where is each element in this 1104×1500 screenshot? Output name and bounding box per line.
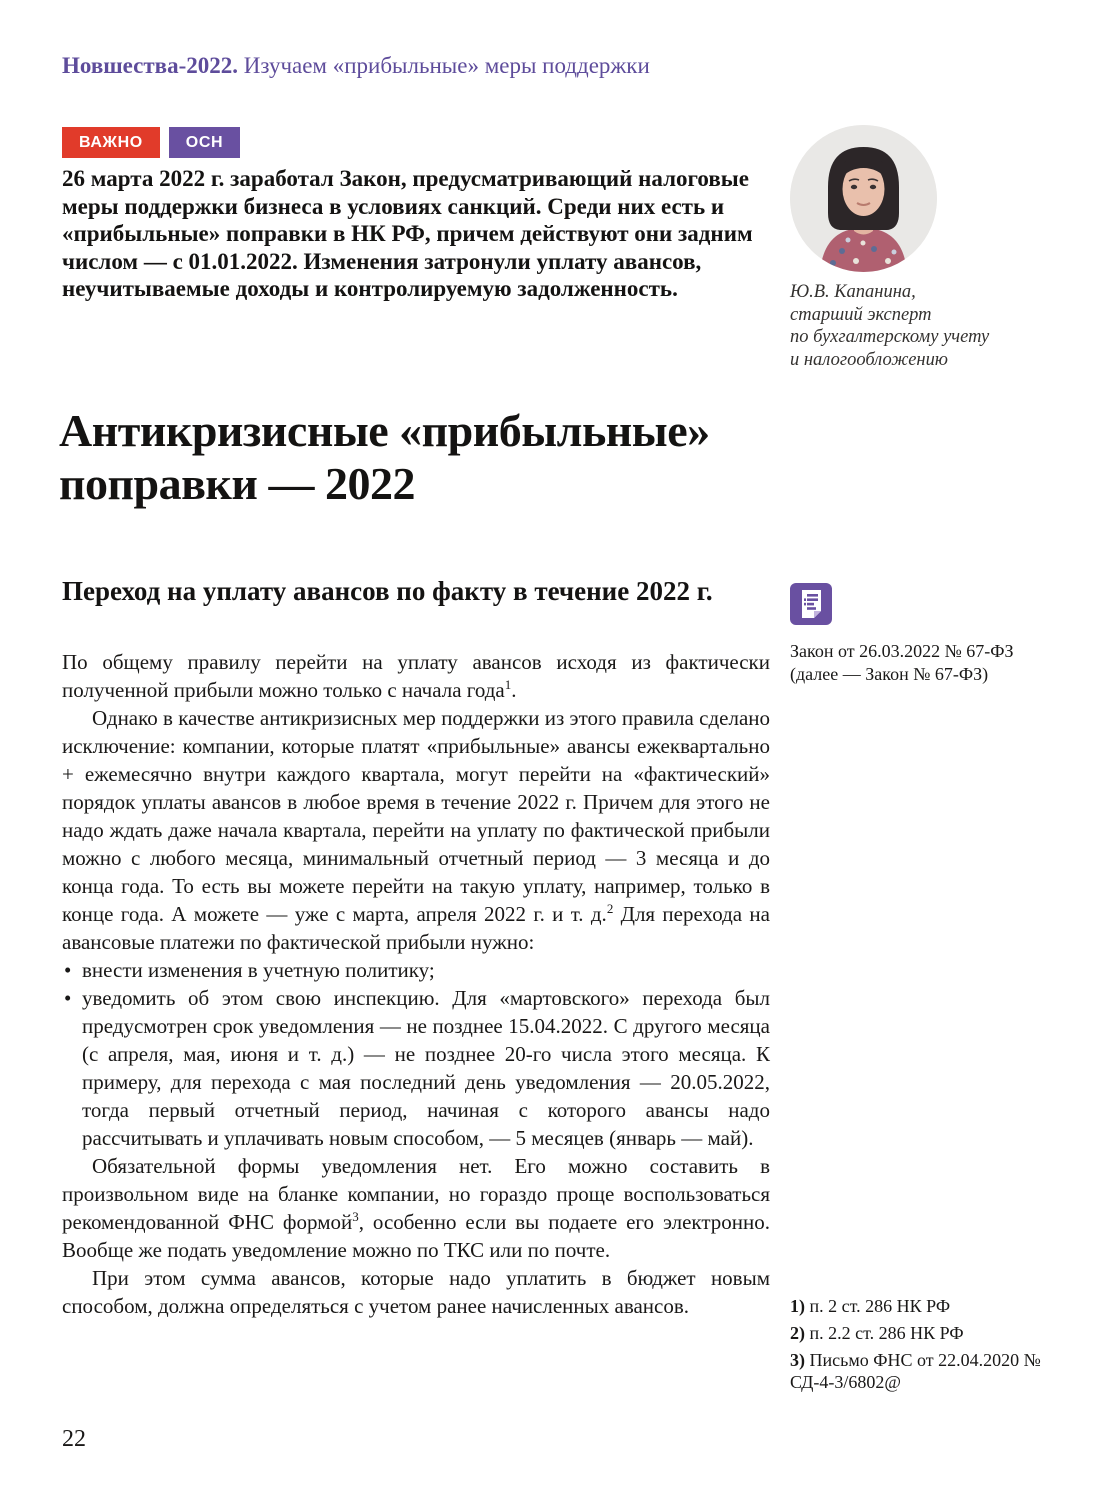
paragraph-text: Для перехода на авансовые платежи по фактической прибыли нужно:: [62, 902, 770, 954]
article-title-line1: Антикризисные «прибыльные»: [59, 405, 710, 456]
footnote-3: [790, 1349, 1080, 1393]
badges-row: [62, 127, 240, 158]
footnote-ref-3: 3: [352, 1209, 359, 1224]
paragraph: [62, 648, 770, 704]
paragraph: [62, 704, 770, 956]
paragraph: При этом сумма авансов, которые надо уплатить в бюджет новым способом, должна определяться с учетом ранее начисленных авансов.: [62, 1266, 770, 1318]
page-number: 22: [62, 1426, 86, 1452]
author-caption: [790, 281, 1090, 371]
bullet-marker: •: [64, 958, 72, 982]
badge-important: ВАЖНО: [62, 127, 160, 158]
section-heading: Переход на уплату авансов по факту в течение 2022 г.: [62, 576, 713, 606]
paragraph-text: Обязательной формы уведомления нет. Его можно составить в произвольном виде на бланке компании, но гораздо проще воспользоваться рекомендованной ФНС формой: [62, 1154, 770, 1234]
bullet-marker: •: [64, 986, 72, 1010]
list-item-text: внести изменения в учетную политику;: [82, 958, 435, 982]
footnotes: [790, 1295, 1080, 1398]
footnote-number: 3): [790, 1350, 805, 1370]
footnote-text: п. 2.2 ст. 286 НК РФ: [805, 1323, 964, 1343]
article-title-line2: поправки — 2022: [59, 458, 415, 509]
margin-note-law: [790, 640, 1060, 686]
badge-osn: ОСН: [169, 127, 240, 158]
paragraph-text: , особенно если вы подаете его электронно. Вообще же подать уведомление можно по ТКС или по почте.: [62, 1210, 770, 1262]
footnote-text: Письмо ФНС от 22.04.2020 № СД-4-3/6802@: [790, 1350, 1041, 1392]
paragraph: [62, 1152, 770, 1264]
author-photo: [790, 125, 937, 272]
article-body: [62, 648, 770, 1320]
author-role-line: старший эксперт: [790, 304, 932, 325]
list-item-text: уведомить об этом свою инспекцию. Для «мартовского» перехода был предусмотрен срок уведомления — не позднее 15.04.2022. С другого месяца (с апреля, мая, июня и т. д.) — не позднее 20-го числа этого месяца. К примеру, для перехода с мая последний день уведомления — 20.05.2022, тогда первый отчетный период, начиная с которого авансы надо рассчитывать и уплачивать новым способом, — 5 месяцев (январь — май).: [82, 986, 770, 1150]
footnote-number: 1): [790, 1296, 805, 1316]
author-portrait-illustration: [790, 125, 937, 272]
margin-note-line2: (далее — Закон № 67-ФЗ): [790, 664, 989, 684]
lead-paragraph: 26 марта 2022 г. заработал Закон, предусматривающий налоговые меры поддержки бизнеса в условиях санкций. Среди них есть и «прибыльные» поправки в НК РФ, причем действуют они задним числом — с 01.01.2022. Изменения затронули уплату авансов, неучитываемые доходы и контролируемую задолженность.: [62, 166, 753, 301]
list-item: [62, 956, 770, 984]
list-item: [62, 984, 770, 1152]
paragraph-text: .: [511, 678, 517, 702]
footnote-2: [790, 1322, 1080, 1344]
kicker: [62, 52, 962, 80]
footnote-ref-2: 2: [606, 901, 614, 916]
kicker-subtitle: Изучаем «прибыльные» меры поддержки: [237, 53, 650, 78]
article-title: [59, 404, 1039, 510]
kicker-rubric: Новшества-2022.: [62, 53, 238, 78]
margin-note-line1: Закон от 26.03.2022 № 67-ФЗ: [790, 641, 1014, 661]
paragraph-text: Однако в качестве антикризисных мер поддержки из этого правила сделано исключение: компании, которые платят «прибыльные» авансы ежеквартально + ежемесячно внутри каждого квартала, могут перейти на «фактический» порядок уплаты авансов в любое время в течение 2022 г. Причем для этого не надо ждать даже начала квартала, перейти на уплату по фактической прибыли можно с любого месяца, минимальный отчетный период — 3 месяца и до конца года. То есть вы можете перейти на такую уплату, например, только в конце года. А можете — уже с марта, апреля 2022 г. и т. д.: [62, 706, 770, 926]
footnote-number: 2): [790, 1323, 805, 1343]
author-role-line: и налогообложению: [790, 349, 948, 370]
footnote-ref-1: 1: [504, 677, 512, 692]
footnote-text: п. 2 ст. 286 НК РФ: [805, 1296, 951, 1316]
author-name: Ю.В. Капанина,: [790, 282, 916, 302]
document-icon: [790, 583, 832, 625]
footnote-1: [790, 1295, 1080, 1317]
author-role-line: по бухгалтерскому учету: [790, 327, 990, 347]
paragraph-text: По общему правилу перейти на уплату авансов исходя из фактически полученной прибыли можно только с начала года: [62, 650, 770, 702]
